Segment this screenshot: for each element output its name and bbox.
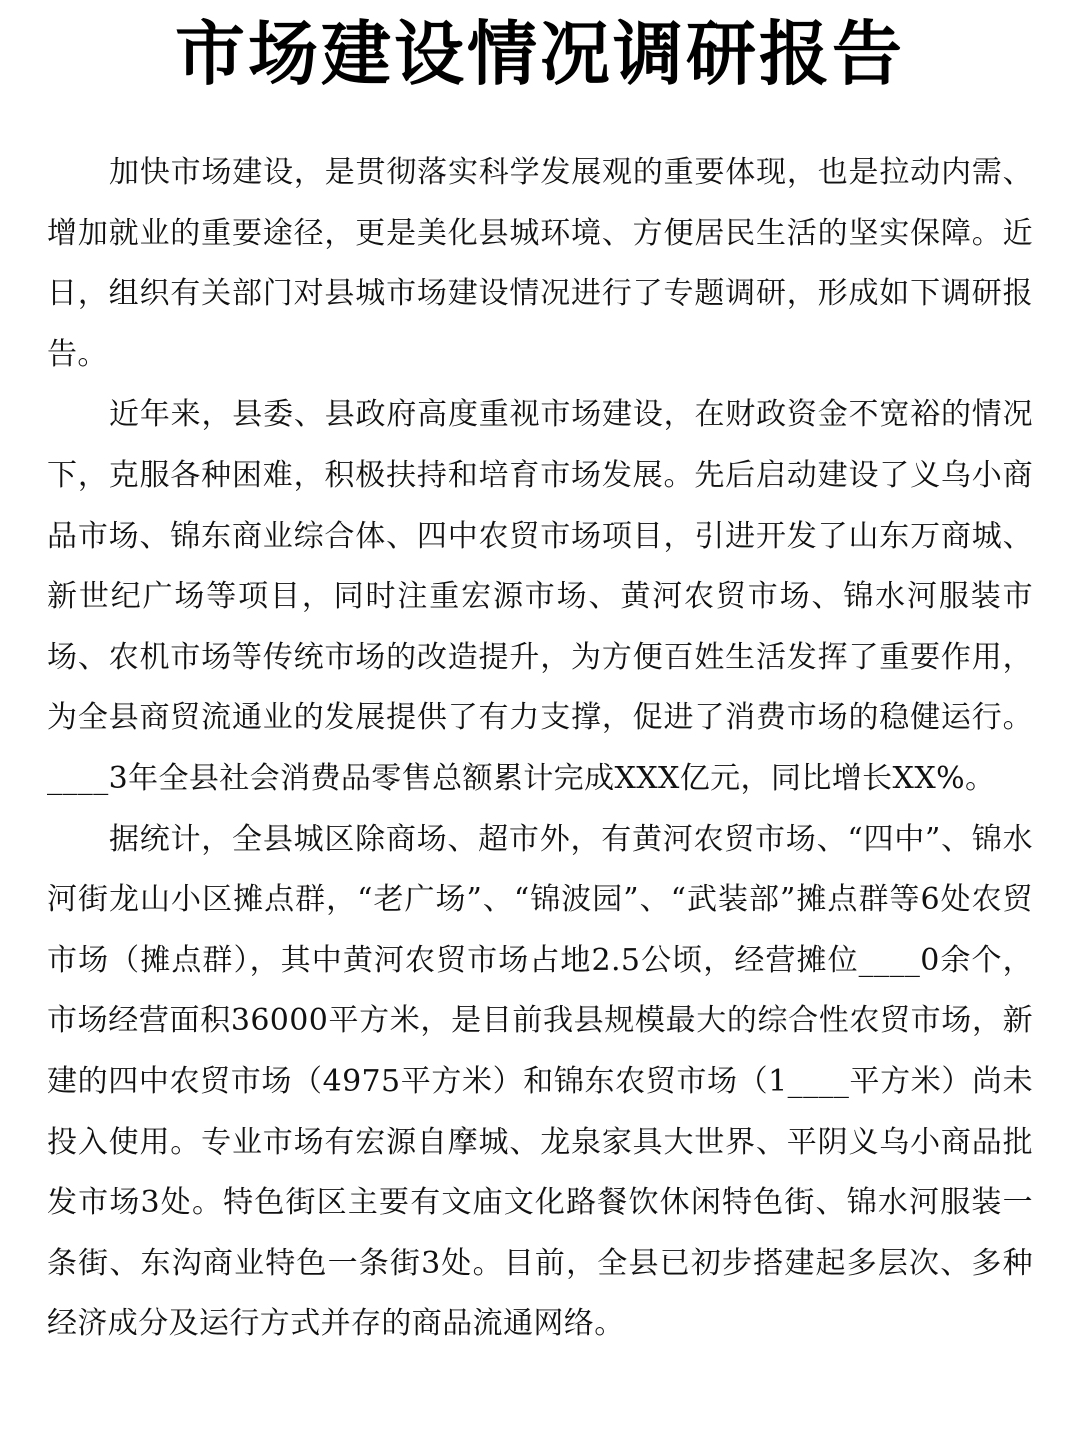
document-body bbox=[47, 143, 1033, 1355]
document-title: 市场建设情况调研报告 bbox=[175, 13, 905, 95]
paragraph-development: 近年来，县委、县政府高度重视市场建设，在财政资金不宽裕的情况下，克服各种困难，积极扶持和培育市场发展。先后启动建设了义乌小商品市场、锦东商业综合体、四中农贸市场项目，引进开发了山东万商城、新世纪广场等项目，同时注重宏源市场、黄河农贸市场、锦水河服装市场、农机市场等传统市场的改造提升，为方便百姓生活发挥了重要作用，为全县商贸流通业的发展提供了有力支撑，促进了消费市场的稳健运行。____3年全县社会消费品零售总额累计完成XXX亿元，同比增长XX%。 bbox=[47, 397, 1033, 796]
paragraph-intro: 加快市场建设，是贯彻落实科学发展观的重要体现，也是拉动内需、增加就业的重要途径，更是美化县城环境、方便居民生活的坚实保障。近日，组织有关部门对县城市场建设情况进行了专题调研，形成如下调研报告。 bbox=[47, 155, 1033, 372]
paragraph-statistics: 据统计，全县城区除商场、超市外，有黄河农贸市场、“四中”、锦水河街龙山小区摊点群，“老广场”、“锦波园”、“武装部”摊点群等6处农贸市场（摊点群），其中黄河农贸市场占地2.5公顷，经营摊位____0余个，市场经营面积36000平方米，是目前我县规模最大的综合性农贸市场，新建的四中农贸市场（4975平方米）和锦东农贸市场（1____平方米）尚未投入使用。专业市场有宏源自摩城、龙泉家具大世界、平阴义乌小商品批发市场3处。特色街区主要有文庙文化路餐饮休闲特色街、锦水河服装一条街、东沟商业特色一条街3处。目前，全县已初步搭建起多层次、多种经济成分及运行方式并存的商品流通网络。 bbox=[47, 821, 1033, 1342]
